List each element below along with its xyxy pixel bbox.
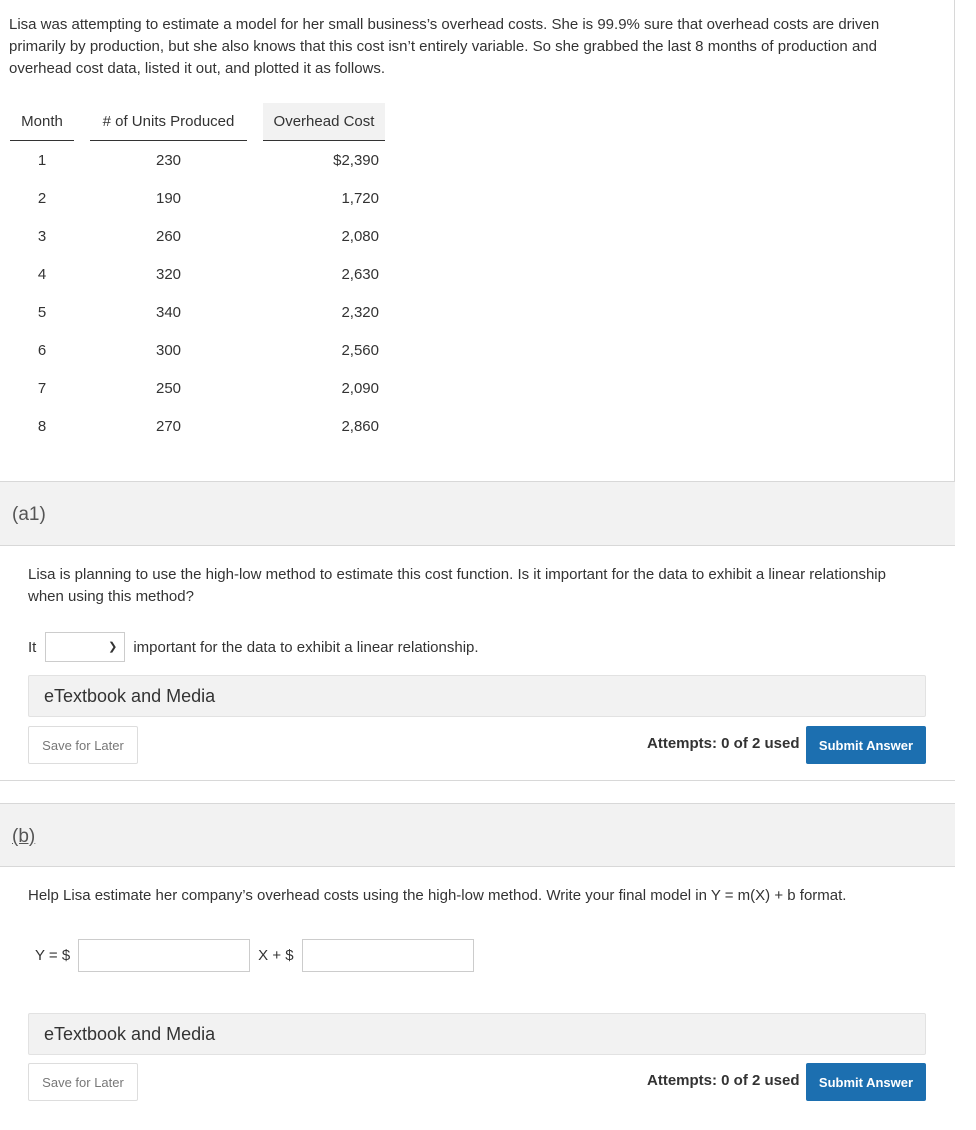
table-row: 2 190 1,720 [37, 189, 379, 207]
table-row: 8 270 2,860 [37, 417, 379, 435]
table-row: 4 320 2,630 [37, 265, 379, 283]
save-for-later-button-a1[interactable]: Save for Later [28, 726, 138, 764]
submit-answer-button-b[interactable]: Submit Answer [806, 1063, 926, 1101]
slope-input[interactable] [78, 939, 250, 972]
problem-intro-text: Lisa was attempting to estimate a model for her small business’s overhead costs. She is 99.9% sure that overhead costs are driven primarily by production, but she also knows that this cost isn’t entirely variable. So she grabbed the last 8 months of production and overhead cost data, listed it out, and plotted it as follows. [9, 16, 880, 77]
intercept-input[interactable] [302, 939, 474, 972]
problem-intro-panel [0, 0, 955, 482]
table-row: 1 230 $2,390 [37, 151, 379, 169]
etextbook-media-toggle-a1[interactable]: eTextbook and Media [28, 675, 926, 717]
part-b-question: Help Lisa estimate her company’s overhead costs using the high-low method. Write your final model in Y = m(X) + b format. [28, 887, 847, 904]
part-b-header [0, 803, 955, 867]
answer-prefix: It [28, 638, 37, 656]
attempts-counter-b: Attempts: 0 of 2 used [647, 1072, 800, 1089]
section-divider [0, 780, 955, 781]
part-a1-question: Lisa is planning to use the high-low method to estimate this cost function. Is it important for the data to exhibit a linear relationship when using this method? [28, 566, 886, 605]
column-header-month: Month [10, 103, 74, 141]
part-b-label[interactable]: (b) [12, 826, 36, 847]
cost-data-table [10, 103, 385, 445]
attempts-counter-a1: Attempts: 0 of 2 used [647, 735, 800, 752]
table-row: 3 260 2,080 [37, 227, 379, 245]
y-equals-label: Y = $ [35, 947, 71, 964]
column-header-overhead-cost: Overhead Cost [263, 103, 385, 141]
table-row: 6 300 2,560 [37, 341, 379, 359]
table-row: 7 250 2,090 [37, 379, 379, 397]
table-row: 5 340 2,320 [37, 303, 379, 321]
part-a1-header [0, 482, 955, 546]
column-header-units: # of Units Produced [90, 103, 247, 141]
linearity-dropdown[interactable] [45, 632, 125, 662]
part-a1-label: (a1) [12, 504, 46, 525]
part-a1-answer-row [28, 632, 479, 662]
x-plus-label: X + $ [258, 947, 294, 964]
equation-row [35, 939, 474, 972]
save-for-later-button-b[interactable]: Save for Later [28, 1063, 138, 1101]
answer-suffix: important for the data to exhibit a linear relationship. [133, 638, 479, 656]
etextbook-media-toggle-b[interactable]: eTextbook and Media [28, 1013, 926, 1055]
submit-answer-button-a1[interactable]: Submit Answer [806, 726, 926, 764]
chevron-down-icon: ❯ [108, 641, 118, 653]
